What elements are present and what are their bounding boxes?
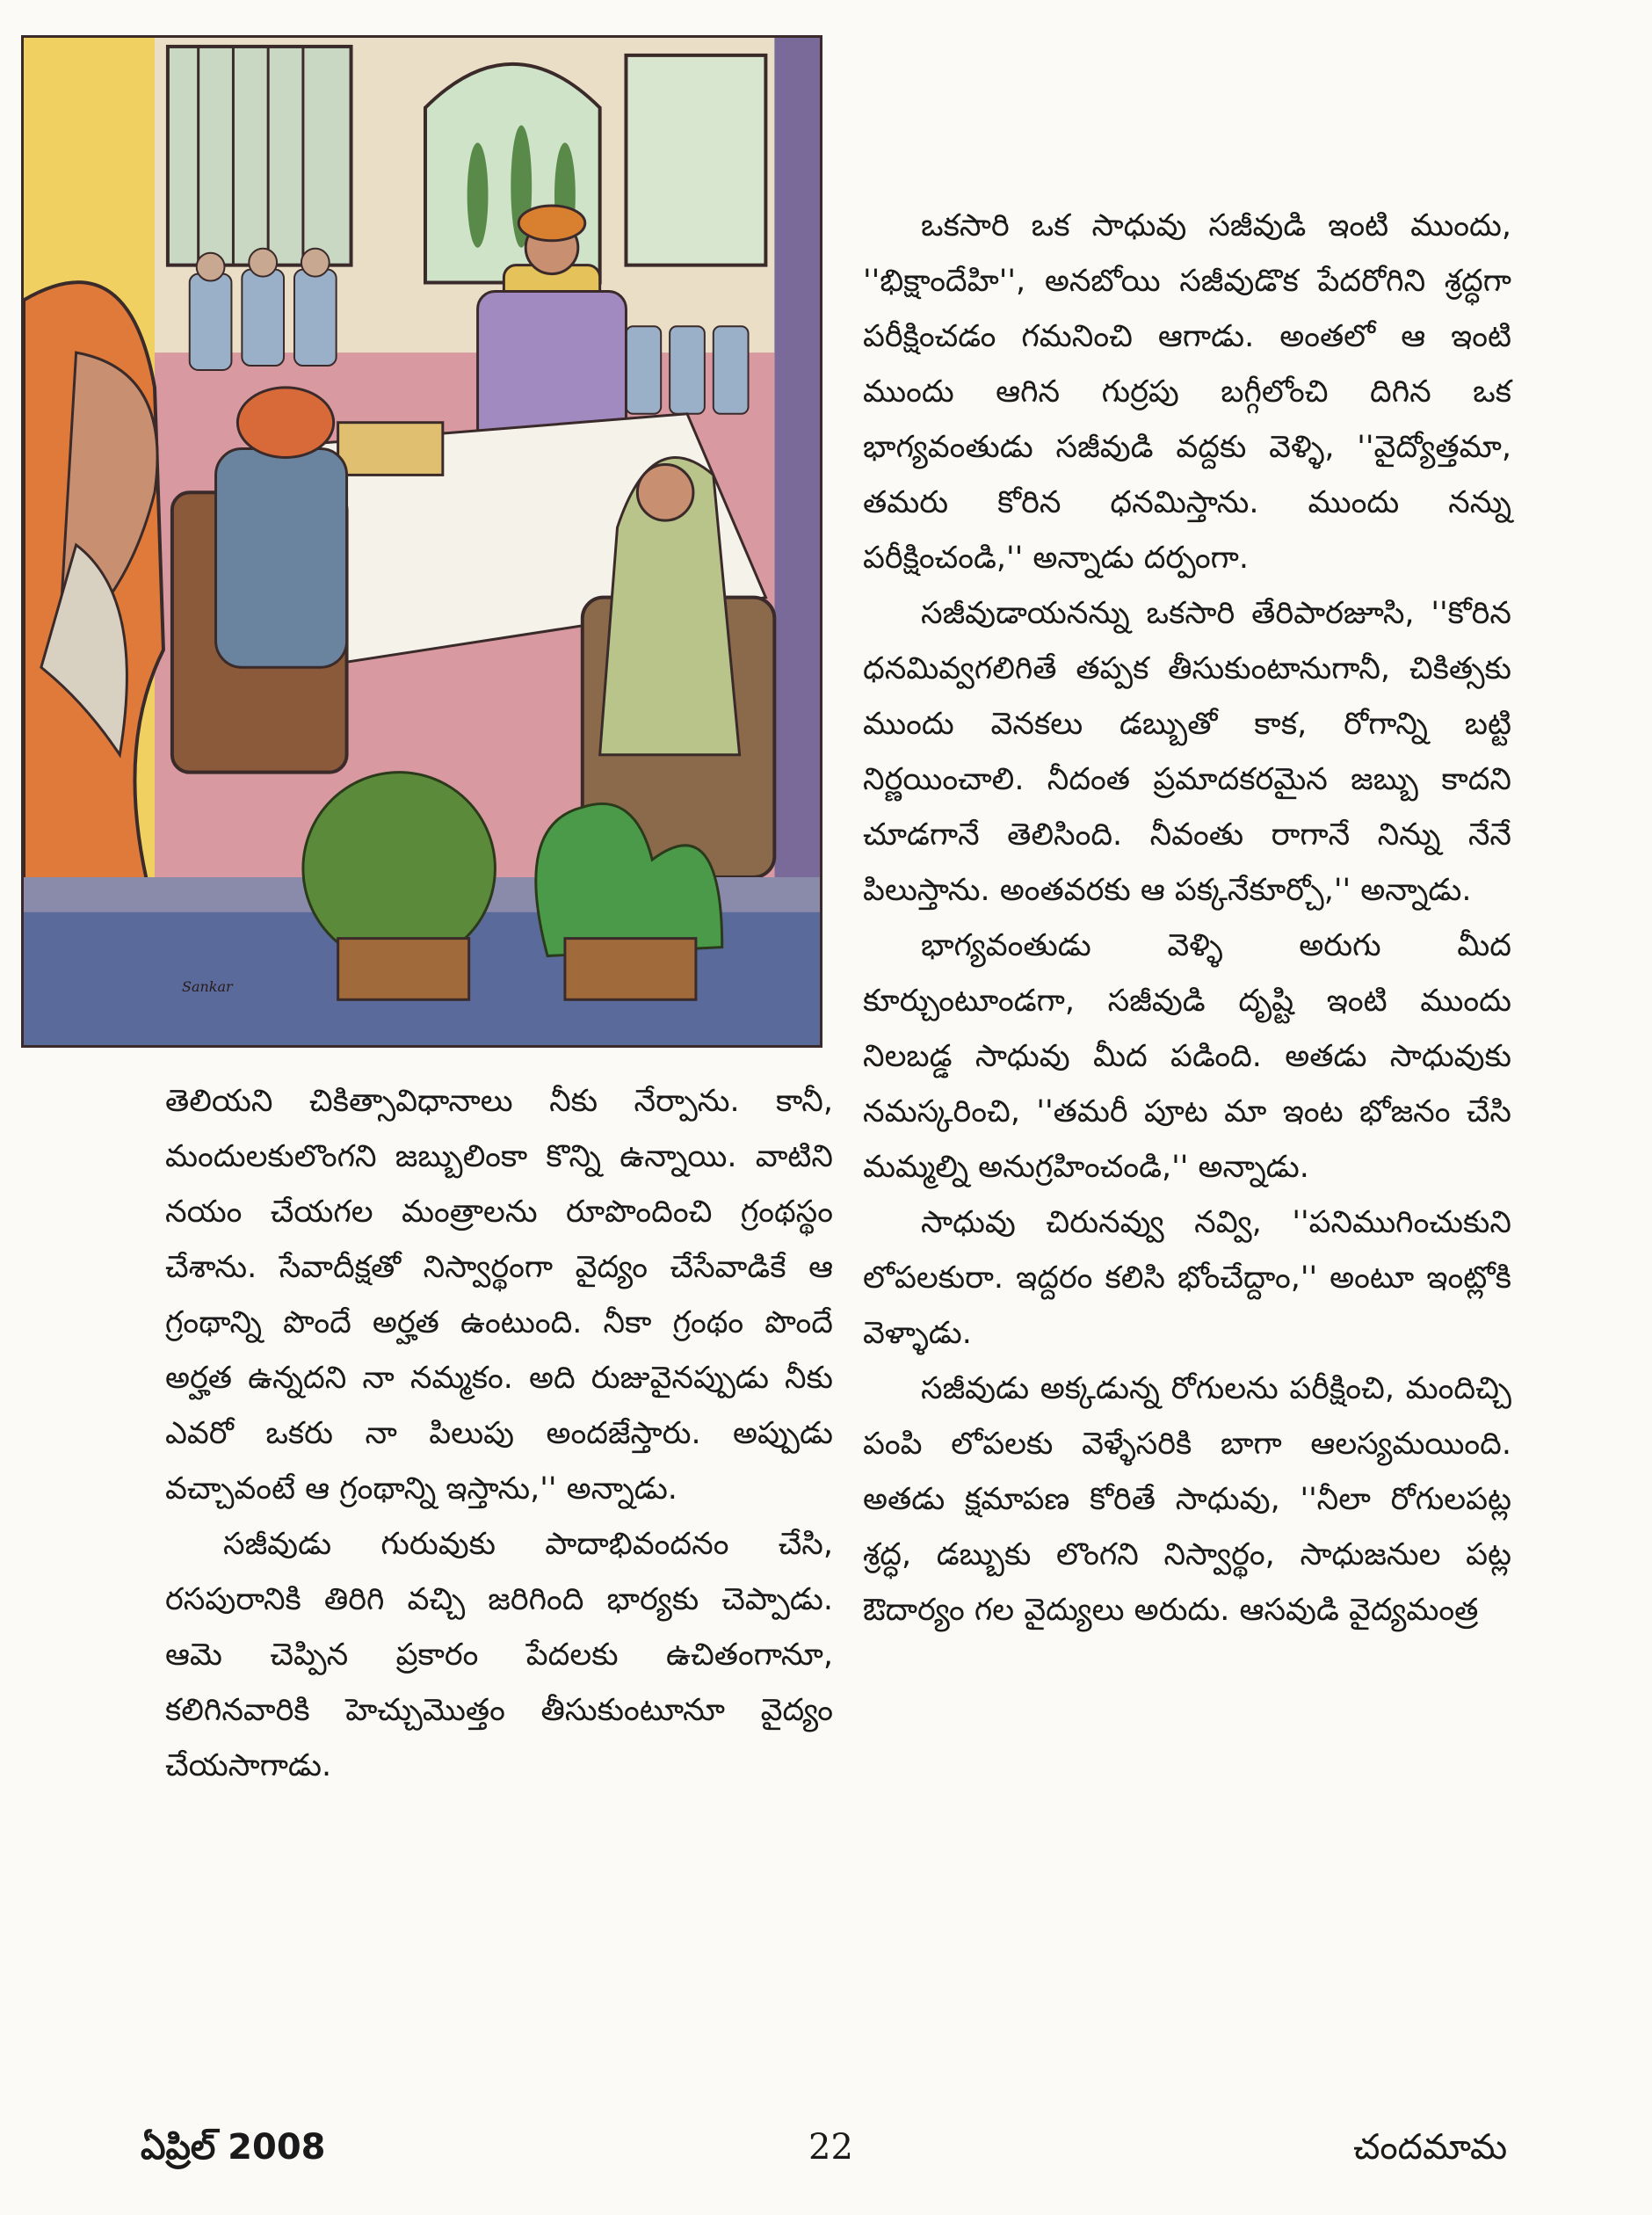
paragraph: భాగ్యవంతుడు వెళ్ళి అరుగు మీద కూర్చుంటూండగా, సజీవుడి దృష్టి ఇంటి ముందు నిలబడ్డ సాధువు మీద పడింది. అతడు సాధువుకు నమస్కరించి, ''తమరీ పూట మా ఇంట భోజనం చేసి మమ్మల్ని అనుగ్రహించండి,'' అన్నాడు.	[863, 928, 1511, 1185]
paragraph: సజీవుడు గురువుకు పాదాభివందనం చేసి, రసపురానికి తిరిగి వచ్చి జరిగింది భార్యకు చెప్పాడు. ఆమె చెప్పిన ప్రకారం పేదలకు ఉచితంగానూ, కలిగినవారికి హెచ్చుమొత్తం తీసుకుంటూనూ వైద్యం చేయసాగాడు.	[165, 1527, 833, 1783]
paragraph: సజీవుడాయనన్ను ఒకసారి తేరిపారజూసి, ''కోరిన ధనమివ్వగలిగితే తప్పక తీసుకుంటానుగానీ, చికిత్సకు ముందు వెనకలు డబ్బుతో కాక, రోగాన్ని బట్టి నిర్ణయించాలి. నీదంత ప్రమాదకరమైన జబ్బు కాదని చూడగానే తెలిసింది. నీవంతు రాగానే నిన్ను నేనే పిలుస్తాను. అంతవరకు ఆ పక్కనేకూర్చో,'' అన్నాడు.	[863, 596, 1511, 908]
right-text-column	[863, 199, 1511, 2088]
magazine-name: చందమామ	[1353, 2127, 1508, 2168]
paragraph: సాధువు చిరునవ్వు నవ్వి, ''పనిముగించుకుని లోపలకురా. ఇద్దరం కలిసి భోంచేద్దాం,'' అంటూ ఇంట్లోకి వెళ్ళాడు.	[863, 1205, 1511, 1351]
story-illustration	[21, 35, 822, 1048]
paragraph: ఒకసారి ఒక సాధువు సజీవుడి ఇంటి ముందు, ''భిక్షాందేహి'', అనబోయి సజీవుడొక పేదరోగిని శ్రద్ధగా పరీక్షించడం గమనించి ఆగాడు. అంతలో ఆ ఇంటి ముందు ఆగిన గుర్రపు బగ్గీలోంచి దిగిన ఒక భాగ్యవంతుడు సజీవుడి వద్దకు వెళ్ళి, ''వైద్యోత్తమా, తమరు కోరిన ధనమిస్తాను. ముందు నన్ను పరీక్షించండి,'' అన్నాడు దర్పంగా.	[863, 208, 1511, 576]
illustration-art	[24, 38, 820, 1045]
artist-signature: Sankar	[182, 978, 233, 995]
footer-date: ఏప్రిల్ 2008	[141, 2127, 326, 2168]
paragraph: సజీవుడు అక్కడున్న రోగులను పరీక్షించి, మందిచ్చి పంపి లోపలకు వెళ్ళేసరికి బాగా ఆలస్యమయింది. అతడు క్షమాపణ కోరితే సాధువు, ''నీలా రోగులపట్ల శ్రద్ధ, డబ్బుకు లొంగని నిస్వార్థం, సాధుజనుల పట్ల ఔదార్యం గల వైద్యులు అరుదు. ఆసవుడి వైద్యమంత్ర	[863, 1371, 1511, 1628]
page-number: 22	[808, 2127, 853, 2168]
paragraph: తెలియని చికిత్సావిధానాలు నీకు నేర్పాను. కానీ, మందులకులొంగని జబ్బులింకా కొన్ని ఉన్నాయి. వాటిని నయం చేయగల మంత్రాలను రూపొందించి గ్రంథస్థం చేశాను. సేవాదీక్షతో నిస్వార్థంగా వైద్యం చేసేవాడికే ఆ గ్రంథాన్ని పొందే అర్హత ఉంటుంది. నీకా గ్రంథం పొందే అర్హత ఉన్నదని నా నమ్మకం. అది రుజువైనప్పుడు నీకు ఎవరో ఒకరు నా పిలుపు అందజేస్తారు. అప్పుడు వచ్చావంటే ఆ గ్రంథాన్ని ఇస్తాను,'' అన్నాడు.	[165, 1084, 833, 1507]
left-text-column	[165, 1074, 833, 2085]
